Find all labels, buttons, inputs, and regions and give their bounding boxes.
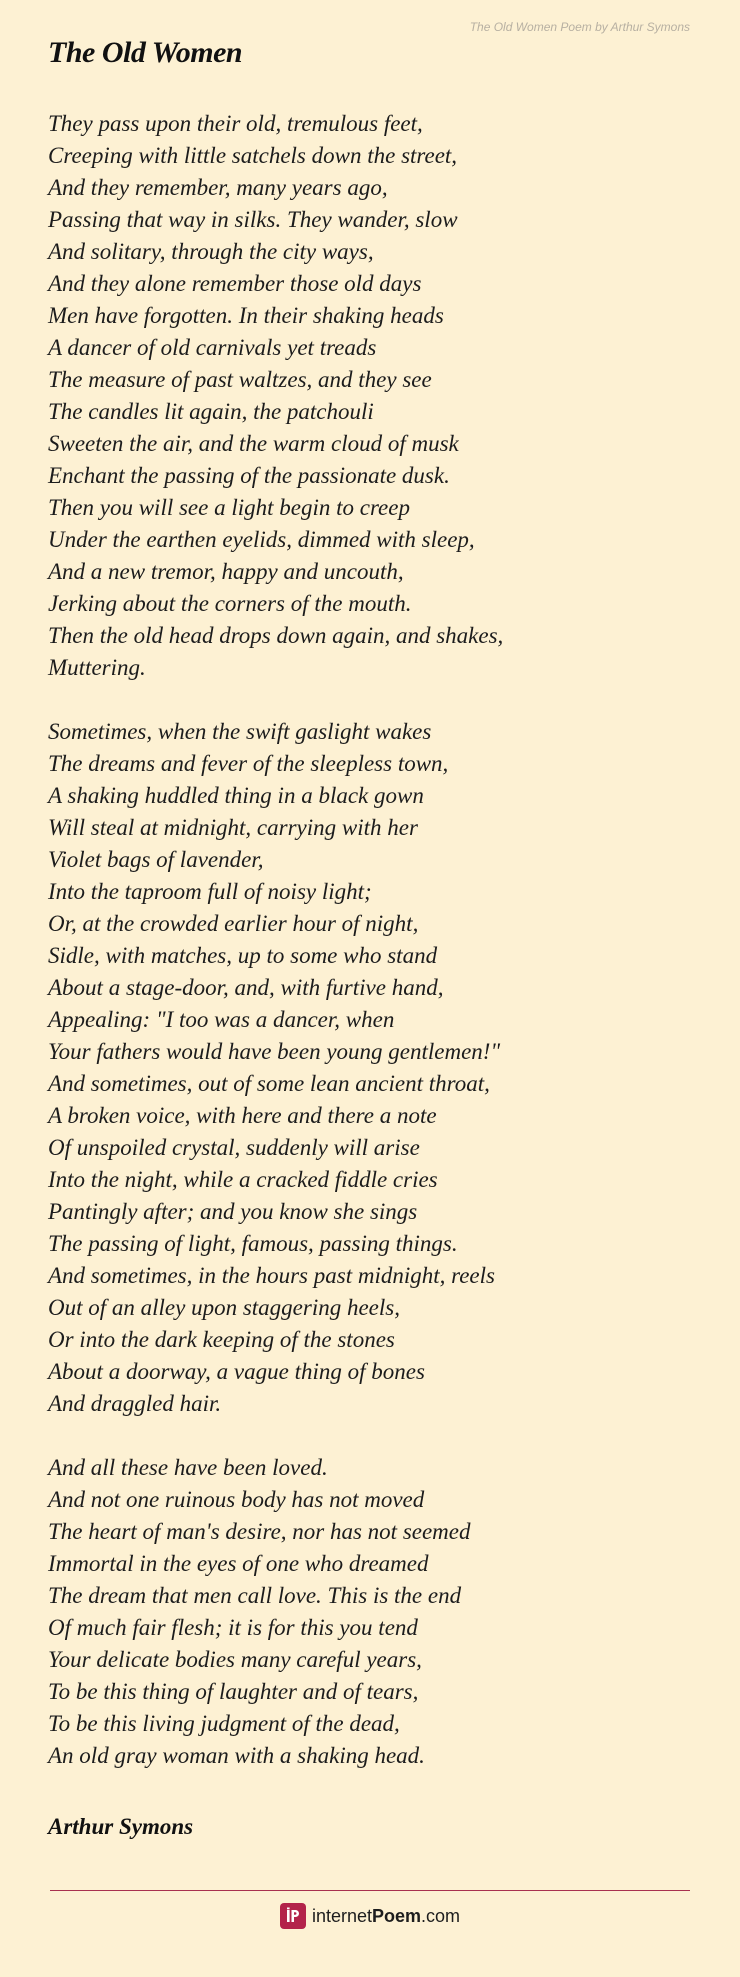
poem-line: They pass upon their old, tremulous feet, bbox=[48, 111, 423, 136]
poem-line: The heart of man's desire, nor has not seemed bbox=[48, 1519, 471, 1544]
poem-line: About a doorway, a vague thing of bones bbox=[48, 1359, 425, 1384]
poem-line: Violet bags of lavender, bbox=[48, 847, 264, 872]
poem-line: The dream that men call love. This is the end bbox=[48, 1583, 462, 1608]
stanza bbox=[48, 108, 698, 684]
poem-line: Then you will see a light begin to creep bbox=[48, 495, 410, 520]
poem-line: Of much fair flesh; it is for this you tend bbox=[48, 1615, 418, 1640]
poem-line: Sometimes, when the swift gaslight wakes bbox=[48, 719, 432, 744]
poem-line: And they remember, many years ago, bbox=[48, 175, 388, 200]
poem-line: To be this living judgment of the dead, bbox=[48, 1711, 400, 1736]
ip-logo-icon bbox=[280, 1903, 306, 1929]
poem-line: Men have forgotten. In their shaking heads bbox=[48, 303, 444, 328]
poem-line: And they alone remember those old days bbox=[48, 271, 422, 296]
poem-line: Passing that way in silks. They wander, slow bbox=[48, 207, 458, 232]
poem-line: Sweeten the air, and the warm cloud of musk bbox=[48, 431, 459, 456]
poem-line: A shaking huddled thing in a black gown bbox=[48, 783, 424, 808]
poem-line: Under the earthen eyelids, dimmed with sleep, bbox=[48, 527, 475, 552]
poem-line: Will steal at midnight, carrying with her bbox=[48, 815, 418, 840]
poem-line: Pantingly after; and you know she sings bbox=[48, 1199, 418, 1224]
poem-line: Sidle, with matches, up to some who stand bbox=[48, 943, 438, 968]
poem-line: A broken voice, with here and there a note bbox=[48, 1103, 437, 1128]
logo-text bbox=[312, 1906, 460, 1927]
poem-line: Or, at the crowded earlier hour of night, bbox=[48, 911, 419, 936]
header-credit: The Old Women Poem by Arthur Symons bbox=[469, 20, 690, 34]
poem-line: Out of an alley upon staggering heels, bbox=[48, 1295, 400, 1320]
poem-line: Appealing: "I too was a dancer, when bbox=[48, 1007, 395, 1032]
poem-line: And sometimes, out of some lean ancient throat, bbox=[48, 1071, 490, 1096]
poem-body bbox=[48, 108, 698, 1772]
poem-line: The candles lit again, the patchouli bbox=[48, 399, 374, 424]
poem-line: The measure of past waltzes, and they see bbox=[48, 367, 432, 392]
poem-line: Of unspoiled crystal, suddenly will arise bbox=[48, 1135, 420, 1160]
poem-line: Your fathers would have been young gentlemen!" bbox=[48, 1039, 501, 1064]
poem-line: To be this thing of laughter and of tears, bbox=[48, 1679, 419, 1704]
stanza bbox=[48, 716, 698, 1420]
poem-line: Your delicate bodies many careful years, bbox=[48, 1647, 422, 1672]
poem-line: Or into the dark keeping of the stones bbox=[48, 1327, 395, 1352]
poem-line: About a stage-door, and, with furtive hand, bbox=[48, 975, 444, 1000]
poem-line: Into the taproom full of noisy light; bbox=[48, 879, 372, 904]
poem-line: Muttering. bbox=[48, 655, 146, 680]
poem-line: Jerking about the corners of the mouth. bbox=[48, 591, 412, 616]
poem-line: Enchant the passing of the passionate dusk. bbox=[48, 463, 450, 488]
poem-author: Arthur Symons bbox=[48, 1814, 194, 1839]
poem-line: And sometimes, in the hours past midnight, reels bbox=[48, 1263, 495, 1288]
logo-prefix: internet bbox=[311, 1905, 372, 1926]
poem-line: And not one ruinous body has not moved bbox=[48, 1487, 425, 1512]
poem-line: Then the old head drops down again, and shakes, bbox=[48, 623, 504, 648]
logo-suffix: .com bbox=[421, 1905, 461, 1926]
poem-line: And solitary, through the city ways, bbox=[48, 239, 374, 264]
poem-line: Immortal in the eyes of one who dreamed bbox=[48, 1551, 429, 1576]
poem-line: And a new tremor, happy and uncouth, bbox=[48, 559, 404, 584]
poem-line: Creeping with little satchels down the street, bbox=[48, 143, 458, 168]
footer-logo[interactable] bbox=[0, 1903, 740, 1929]
poem-line: Into the night, while a cracked fiddle cries bbox=[48, 1167, 438, 1192]
poem-line: An old gray woman with a shaking head. bbox=[48, 1743, 425, 1768]
footer-divider bbox=[50, 1890, 690, 1891]
poem-title: The Old Women bbox=[48, 36, 243, 69]
logo-strong: Poem bbox=[372, 1905, 422, 1926]
poem-line: The passing of light, famous, passing things. bbox=[48, 1231, 458, 1256]
poem-line: A dancer of old carnivals yet treads bbox=[48, 335, 377, 360]
poem-line: And all these have been loved. bbox=[48, 1455, 328, 1480]
stanza bbox=[48, 1452, 698, 1772]
poem-line: And draggled hair. bbox=[48, 1391, 222, 1416]
poem-line: The dreams and fever of the sleepless town, bbox=[48, 751, 449, 776]
